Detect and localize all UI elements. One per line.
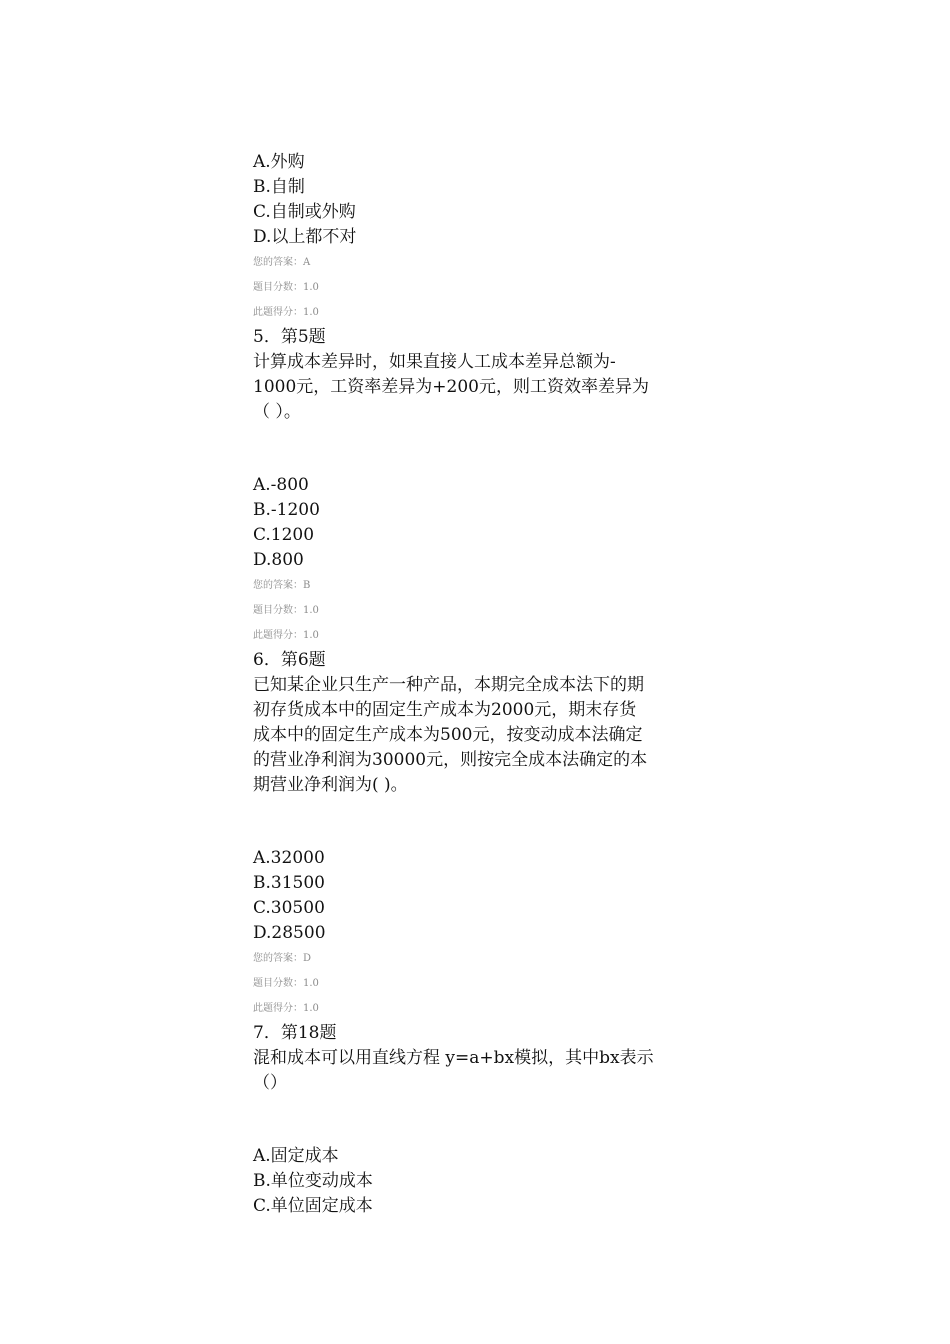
option-a: A.-800 — [253, 475, 309, 495]
quiz-page — [253, 150, 698, 1219]
stem-line: 1000元，工资率差异为+200元，则工资效率差异为 — [253, 377, 649, 397]
option-b: B.单位变动成本 — [253, 1171, 373, 1191]
stem-line: 初存货成本中的固定生产成本为2000元，期末存货 — [253, 700, 637, 720]
stem-line: 期营业净利润为( )。 — [253, 775, 408, 795]
option-a: A.32000 — [253, 848, 325, 868]
question-title: 6．第6题 — [253, 650, 326, 670]
question-5 — [253, 325, 698, 648]
your-answer: 您的答案：D — [253, 953, 312, 964]
question-score: 题目分数：1.0 — [253, 282, 319, 293]
question-title: 7．第18题 — [253, 1023, 337, 1043]
question-score: 题目分数：1.0 — [253, 605, 319, 616]
option-b: B.自制 — [253, 177, 305, 197]
option-c: C.单位固定成本 — [253, 1196, 373, 1216]
option-d: D.以上都不对 — [253, 227, 357, 247]
stem-line: 成本中的固定生产成本为500元，按变动成本法确定 — [253, 725, 643, 745]
option-c: C.1200 — [253, 525, 315, 545]
spacer — [253, 1096, 698, 1144]
score-obtained: 此题得分：1.0 — [253, 630, 319, 641]
question-stem — [253, 673, 698, 798]
option-a: A.固定成本 — [253, 1146, 339, 1166]
option-a: A.外购 — [253, 152, 305, 172]
stem-line: （） — [253, 1073, 287, 1093]
option-c: C.30500 — [253, 898, 325, 918]
question-stem — [253, 350, 698, 425]
question-score: 题目分数：1.0 — [253, 978, 319, 989]
spacer — [253, 798, 698, 846]
stem-line: （ ）。 — [253, 402, 301, 422]
option-d: D.800 — [253, 550, 304, 570]
spacer — [253, 425, 698, 473]
score-obtained: 此题得分：1.0 — [253, 307, 319, 318]
option-c: C.自制或外购 — [253, 202, 356, 222]
option-d: D.28500 — [253, 923, 326, 943]
your-answer: 您的答案：A — [253, 257, 311, 268]
question-6 — [253, 648, 698, 1021]
question-7 — [253, 1021, 698, 1219]
question-stem — [253, 1046, 698, 1096]
stem-line: 已知某企业只生产一种产品，本期完全成本法下的期 — [253, 675, 644, 695]
option-b: B.-1200 — [253, 500, 320, 520]
question-4 — [253, 150, 698, 325]
stem-line: 计算成本差异时，如果直接人工成本差异总额为- — [253, 352, 616, 372]
stem-line: 混和成本可以用直线方程 y=a+bx模拟，其中bx表示 — [253, 1048, 654, 1068]
option-b: B.31500 — [253, 873, 325, 893]
stem-line: 的营业净利润为30000元，则按完全成本法确定的本 — [253, 750, 648, 770]
score-obtained: 此题得分：1.0 — [253, 1003, 319, 1014]
question-title: 5．第5题 — [253, 327, 326, 347]
your-answer: 您的答案：B — [253, 580, 311, 591]
